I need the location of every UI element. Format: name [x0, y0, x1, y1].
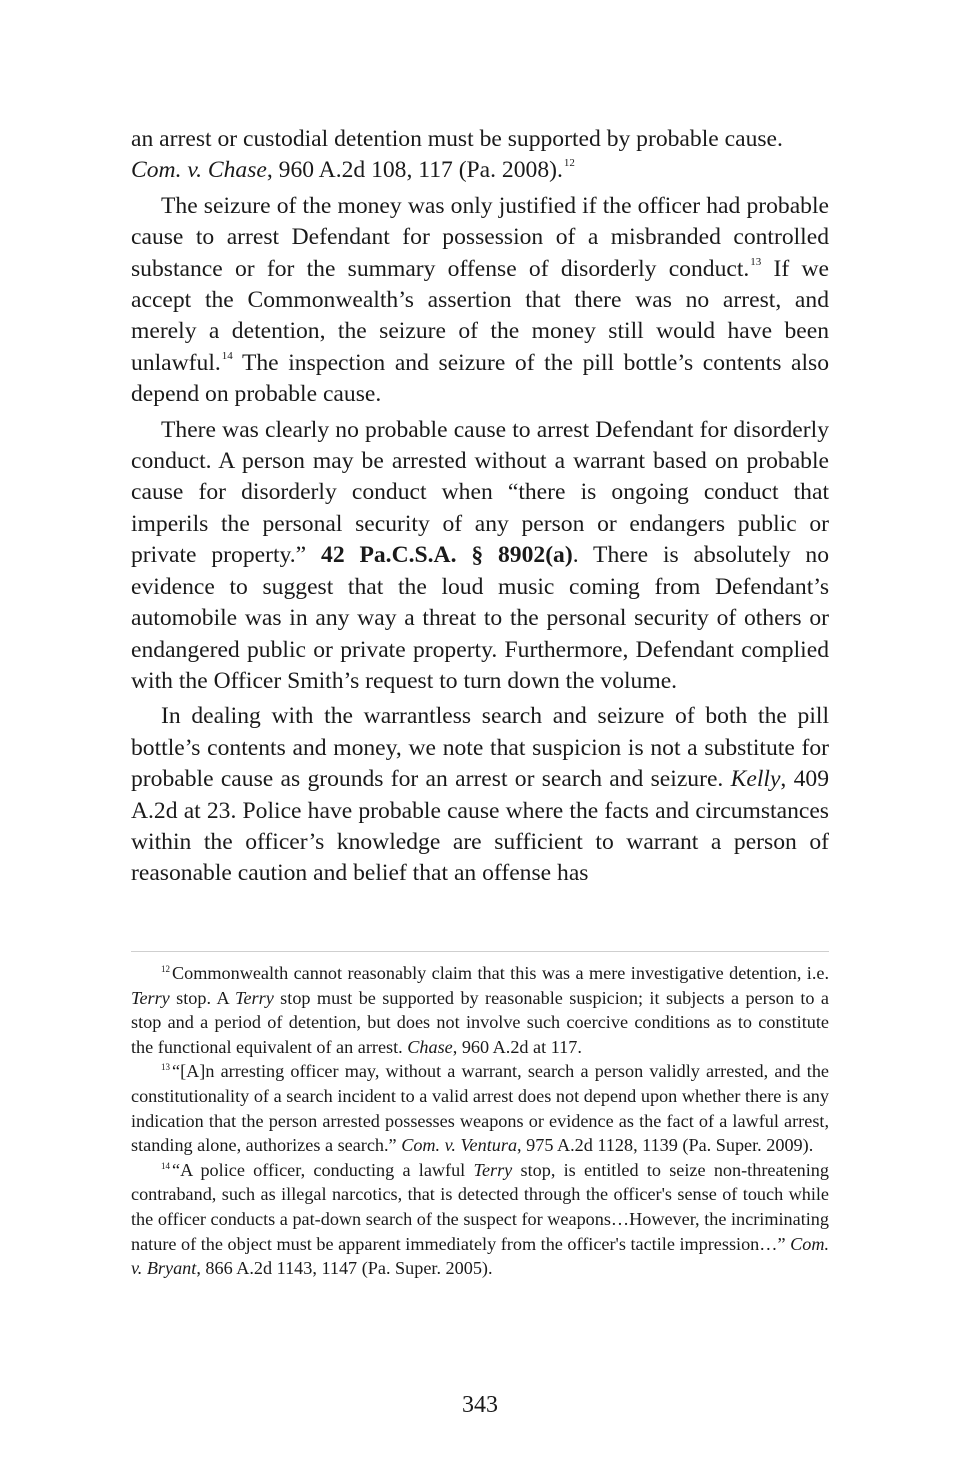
paragraph-1-text-b: , 960 A.2d 108, 117 (Pa. 2008). — [266, 157, 563, 184]
paragraph-2-text-a: The seizure of the money was only justified if the officer had probable cause to arrest Defendant for possession of a misbranded controlled substance or for the summary offense of disorderly conduct. — [131, 192, 829, 282]
footnote-text: , 975 A.2d 1128, 1139 (Pa. Super. 2009). — [517, 1135, 814, 1156]
footnote-14 — [131, 1158, 829, 1281]
footnote-number: 13 — [161, 1062, 170, 1073]
footnote-italic: Terry — [473, 1159, 513, 1180]
footnote-text: “[A]n arresting officer may, without a warrant, search a person validly arrested, and the constitutionality of a search incident to a valid arrest does not depend upon whether there is any indication that the person arrested possesses weapons or evidence as the fact of a lawful arrest, standing alone, authorizes a search.” — [131, 1061, 829, 1156]
paragraph-4-text-b: , 409 A.2d at 23. Police have probable cause where the facts and circumstances within the officer’s knowledge are sufficient to warrant a person of reasonable caution and belief that an offense has — [131, 766, 829, 887]
footnote-12 — [131, 961, 829, 1059]
footnote-italic: Com. v. Bryant — [131, 1233, 829, 1279]
statute-citation: 42 Pa.C.S.A. § 8902(a) — [321, 542, 573, 569]
footnote-italic: Terry — [131, 987, 170, 1008]
footnote-italic: Com. v. Ventura — [401, 1135, 518, 1156]
citation-kelly: Kelly — [730, 766, 781, 793]
footnotes — [131, 961, 829, 1281]
footnote-text: “A police officer, conducting a lawful — [172, 1159, 474, 1180]
footnote-text: stop must be supported by reasonable suspicion; it subjects a person to a stop and a period of detention, but does not involve such coercive conditions as to constitute the functional equivalent of an arrest. — [131, 987, 829, 1057]
footnote-italic: Terry — [235, 987, 274, 1008]
citation-chase: Com. v. Chase — [131, 157, 267, 184]
paragraph-3-text-b: . There is absolutely no evidence to suggest that the loud music coming from Defendant’s automobile was in any way a threat to the personal security of others or endangered public or private property. Furthermore, Defendant complied with the Officer Smith’s request to turn down the volume. — [131, 542, 829, 694]
paragraph-1-text-a: an arrest or custodial detention must be supported by probable cause. — [131, 126, 783, 152]
footnote-text: , 866 A.2d 1143, 1147 (Pa. Super. 2005). — [196, 1258, 493, 1279]
page-number: 343 — [462, 1392, 498, 1418]
footnote-ref-13[interactable]: 13 — [750, 255, 762, 268]
paragraph-2-text-c: The inspection and seizure of the pill bottle’s contents also depend on probable cause. — [131, 349, 829, 408]
footnote-text: stop, is entitled to seize non-threatening contraband, such as illegal narcotics, that is detected through the officer's sense of touch while the officer conducts a pat-down search of the suspect for weapons…However, the incriminating nature of the object must be apparent immediately from the officer's tactile impression…” — [131, 1159, 829, 1254]
footnote-ref-12[interactable]: 12 — [563, 157, 575, 170]
paragraph-4-text-a: In dealing with the warrantless search and seizure of both the pill bottle’s contents and money, we note that suspicion is not a substitute for probable cause as grounds for an arrest or search and seizure. — [131, 703, 829, 793]
paragraph-2 — [131, 191, 829, 411]
footnote-text: , 960 A.2d at 117. — [452, 1036, 582, 1057]
body-text — [131, 124, 829, 894]
footnote-number: 12 — [161, 964, 170, 974]
footnote-number: 14 — [161, 1160, 170, 1171]
footnote-text: Commonwealth cannot reasonably claim that this was a mere investigative detention, i.e. — [172, 963, 829, 983]
paragraph-3-text-a: There was clearly no probable cause to arrest Defendant for disorderly conduct. A person may be arrested without a warrant based on probable cause for disorderly conduct when “there is ongoing conduct that imperils the personal security of any person or endangers public or private property.” — [131, 416, 829, 569]
footnote-13 — [131, 1059, 829, 1157]
paragraph-3 — [131, 415, 829, 698]
paragraph-1 — [131, 124, 829, 187]
paragraph-4 — [131, 701, 829, 889]
footnote-divider — [131, 951, 829, 952]
footnote-ref-14[interactable]: 14 — [221, 349, 233, 362]
paragraph-2-text-b: If we accept the Commonwealth’s assertion that there was no arrest, and merely a detention, the seizure of the money still would have been unlawful. — [131, 255, 829, 376]
footnote-text: stop. A — [169, 987, 236, 1008]
footnote-italic: Chase — [407, 1036, 453, 1057]
